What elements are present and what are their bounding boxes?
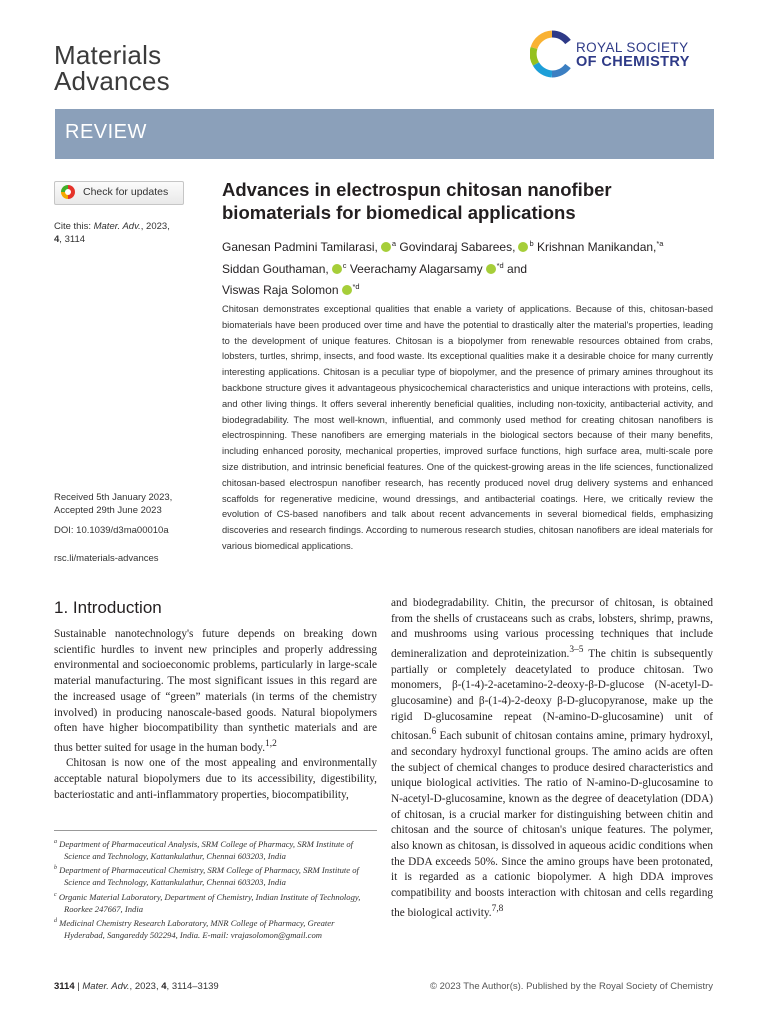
footnote-text: Department of Pharmaceutical Analysis, SRM College of Pharmacy, SRM Institute of Science and Technology, Kattankulathur, Chennai 603203, India — [59, 838, 354, 862]
author-affiliation: *a — [656, 239, 664, 248]
publisher-name — [576, 40, 690, 70]
footnote-mark: c — [54, 891, 57, 898]
cite-pages: , 3114 — [59, 234, 86, 245]
paragraph-text: The chitin is subsequently partially or completely deacetylated to produce chitosan. Two monomers, β-(1-4)-2-acetamino-2-deoxy-β-D-glucose (N-acetyl-D-glucosamine) and β-(1-4)-2-deoxy β-D-glucopyranose, make up the rigid D-glucosamine repeat (N-amino-D-glucosamine) unit of chitosan. — [391, 647, 713, 743]
journal-title-line2: Advances — [54, 66, 170, 96]
footnote — [54, 915, 377, 941]
footnote-divider — [54, 830, 377, 831]
author-name[interactable]: Ganesan Padmini Tamilarasi, — [222, 240, 378, 254]
footnote — [54, 889, 377, 915]
section-label: REVIEW — [65, 121, 147, 143]
orcid-icon[interactable] — [342, 285, 352, 295]
journal-site-link[interactable]: rsc.li/materials-advances — [54, 553, 159, 564]
body-column-left — [54, 627, 377, 804]
abstract: Chitosan demonstrates exceptional qualities that enable a variety of applications. Because of this, chitosan-based biomaterials have been produced over time and have the potential to drastically alter the material's properties, leading to the development of unique features. Chitosan is a biopolymer from renewable resources obtained from crabs, lobsters, turtles, shrimp, insects, and food waste. Its exceptional qualities make it a desirable choice for many currently interesting applications. Chitosan is a peculiar type of biopolymer, and the presence of primary amines throughout its backbone structure gives it advantageous physicochemical characteristics and unique interactions with proteins, cells, and other living things. It offers several inherently beneficial qualities, including non-toxicity, antibacterial activity, and biodegradability. The most well-known, influential, and commonly used method for creating chitosan nanofibers is electrospinning. These nanofibers are emerging materials in the biological sectors because of their many benefits, including enhanced porosity, mechanical properties, improved surface functions, high surface area, multi-scale pore size distribution, and intrinsic beneficial features. One of the quickest-growing areas in the life sciences, functionalized chitosan-based electrospun nanofiber research, has recently produced novel drug delivery systems and enhanced scaffolds for regenerative medicine, wound dressings, and antibacterial coatings. Here, we critically review the evolution of CS-based nanofibers and talk about recent advancements in several biomedical fields, emphasizing discoveries and research findings. According to numerous research studies, chitosan nanofibers are ideal materials for various biomedical applications. — [222, 304, 713, 551]
reference-link[interactable]: 6 — [431, 727, 437, 738]
publisher-logo[interactable] — [530, 28, 720, 82]
page-number: 3114 — [54, 981, 75, 992]
author-affiliation: *d — [352, 282, 360, 291]
author-affiliation: c — [342, 260, 347, 270]
rsc-logo-icon — [530, 28, 574, 82]
author-conjunction: and — [507, 261, 528, 276]
page-footer-left — [54, 981, 219, 992]
accepted-date: Accepted 29th June 2023 — [54, 504, 162, 516]
citation — [54, 220, 194, 246]
author-affiliation: *d — [496, 260, 504, 270]
footer-year: , 2023, — [129, 981, 162, 992]
publisher-line1: ROYAL SOCIETY — [576, 40, 689, 55]
journal-title — [54, 42, 170, 94]
footer-volume: 4 — [161, 981, 167, 992]
check-for-updates-label: Check for updates — [83, 186, 169, 198]
footnote-text: Organic Material Laboratory, Department of Chemistry, Indian Institute of Technology, Roorkee 247667, India — [58, 891, 361, 914]
orcid-icon[interactable] — [381, 242, 391, 252]
doi-link[interactable]: DOI: 10.1039/d3ma00010a — [54, 525, 169, 536]
paragraph-text: Chitosan is now one of the most appealing and environmentally acceptable natural biopolymers due to its accessibility, digestibility, bacteriostatic and anti-inflammatory properties, biocompatibility, — [54, 757, 377, 801]
footnote — [54, 836, 377, 862]
author-name[interactable]: Govindaraj Sabarees, — [399, 240, 516, 254]
footer-separator: | — [77, 981, 80, 992]
reference-link[interactable]: 7,8 — [491, 903, 504, 914]
affiliation-footnotes — [54, 836, 377, 941]
author-name[interactable]: Siddan Gouthaman, — [222, 261, 329, 276]
author-affiliation: a — [391, 239, 397, 248]
check-for-updates-button[interactable] — [54, 181, 184, 205]
cite-volume: 4 — [54, 234, 60, 245]
paragraph — [391, 596, 713, 921]
footnote — [54, 862, 377, 888]
orcid-icon[interactable] — [518, 242, 528, 252]
section-banner — [55, 109, 714, 159]
paragraph-text: Sustainable nanotechnology's future depends on breaking down scientific hurdles to invent new principles and properly addressing environmental and socioeconomic problems, particularly in large-scale material manufacturing. The most significant issues in this regard are the increased usage of “green” materials (in terms of the chemistry involved) in producing nanoscale-based goods. Natural biopolymers often have higher biocompatibility than synthetic materials and are thus better suited for usage in the human body. — [54, 628, 377, 754]
author-name[interactable]: Viswas Raja Solomon — [222, 283, 339, 297]
reference-link[interactable]: 3–5 — [569, 645, 584, 656]
journal-title-line1: Materials — [54, 40, 162, 70]
orcid-icon[interactable] — [332, 264, 342, 274]
cite-journal: Mater. Adv. — [93, 221, 141, 232]
crossmark-icon — [61, 185, 75, 199]
received-date: Received 5th January 2023, — [54, 492, 173, 503]
article-dates — [54, 492, 194, 517]
author-name[interactable]: Veerachamy Alagarsamy — [349, 261, 483, 276]
publisher-line2: OF CHEMISTRY — [576, 54, 690, 70]
footnote-mark: b — [54, 865, 57, 872]
cite-prefix: Cite this: — [54, 221, 94, 232]
paragraph-text: and biodegradability. Chitin, the precursor of chitosan, is obtained from the shells of crustaceans such as crabs, lobsters, shrimp, prawns, and mushrooms using various processing techniques that include demineralization and deproteinization. — [391, 597, 713, 660]
orcid-icon[interactable] — [486, 264, 496, 274]
author-affiliation: b — [529, 239, 534, 248]
paragraph-text: Each subunit of chitosan contains amine, primary hydroxyl, and secondary hydroxyl functional groups. The amino acids are often the subject of chemical changes to produce desired characteristics and unique biological activities. The ratio of N-amino-D-glucosamine to N-acetyl-D-glucosamine, known as the degree of deacetylation (DDA) of chitosan, is a crucial marker for distinguishing between chitin and chitosan and the source of chitosan's unique features. The polymer, also known as chitosan, is dissolved in aqueous acidic conditions when the DDA exceeds 50%. Since the amino groups have been protonated, it is regarded as a cationic biopolymer. A high DDA improves compatibility and boosts interaction with chitosan and cells regarding the biological activity. — [391, 730, 713, 919]
footer-pages: , 3114–3139 — [166, 981, 219, 992]
body-column-right — [391, 596, 713, 921]
footer-journal: Mater. Adv. — [82, 981, 130, 992]
cite-year: , 2023, — [140, 221, 170, 232]
paragraph — [54, 756, 377, 803]
author-name[interactable]: Krishnan Manikandan, — [536, 240, 657, 254]
footnote-text: Medicinal Chemistry Research Laboratory, MNR College of Pharmacy, Greater Hyderabad, Sangareddy 502294, India. E-mail: vrajasolomon@gmail.com — [59, 917, 335, 940]
author-list — [222, 235, 712, 300]
reference-link[interactable]: 1,2 — [265, 738, 277, 749]
footnote-mark: a — [54, 839, 57, 845]
copyright-notice: © 2023 The Author(s). Published by the Royal Society of Chemistry — [430, 981, 713, 992]
paragraph — [54, 627, 377, 756]
article-title: Advances in electrospun chitosan nanofiber biomaterials for biomedical applications — [222, 179, 612, 223]
footnote-text: Department of Pharmaceutical Chemistry, SRM College of Pharmacy, SRM Institute of Science and Technology, Kattankulathur, Chennai 603203, India — [59, 865, 359, 888]
footnote-mark: d — [54, 917, 57, 924]
section-heading-introduction: 1. Introduction — [54, 598, 162, 617]
